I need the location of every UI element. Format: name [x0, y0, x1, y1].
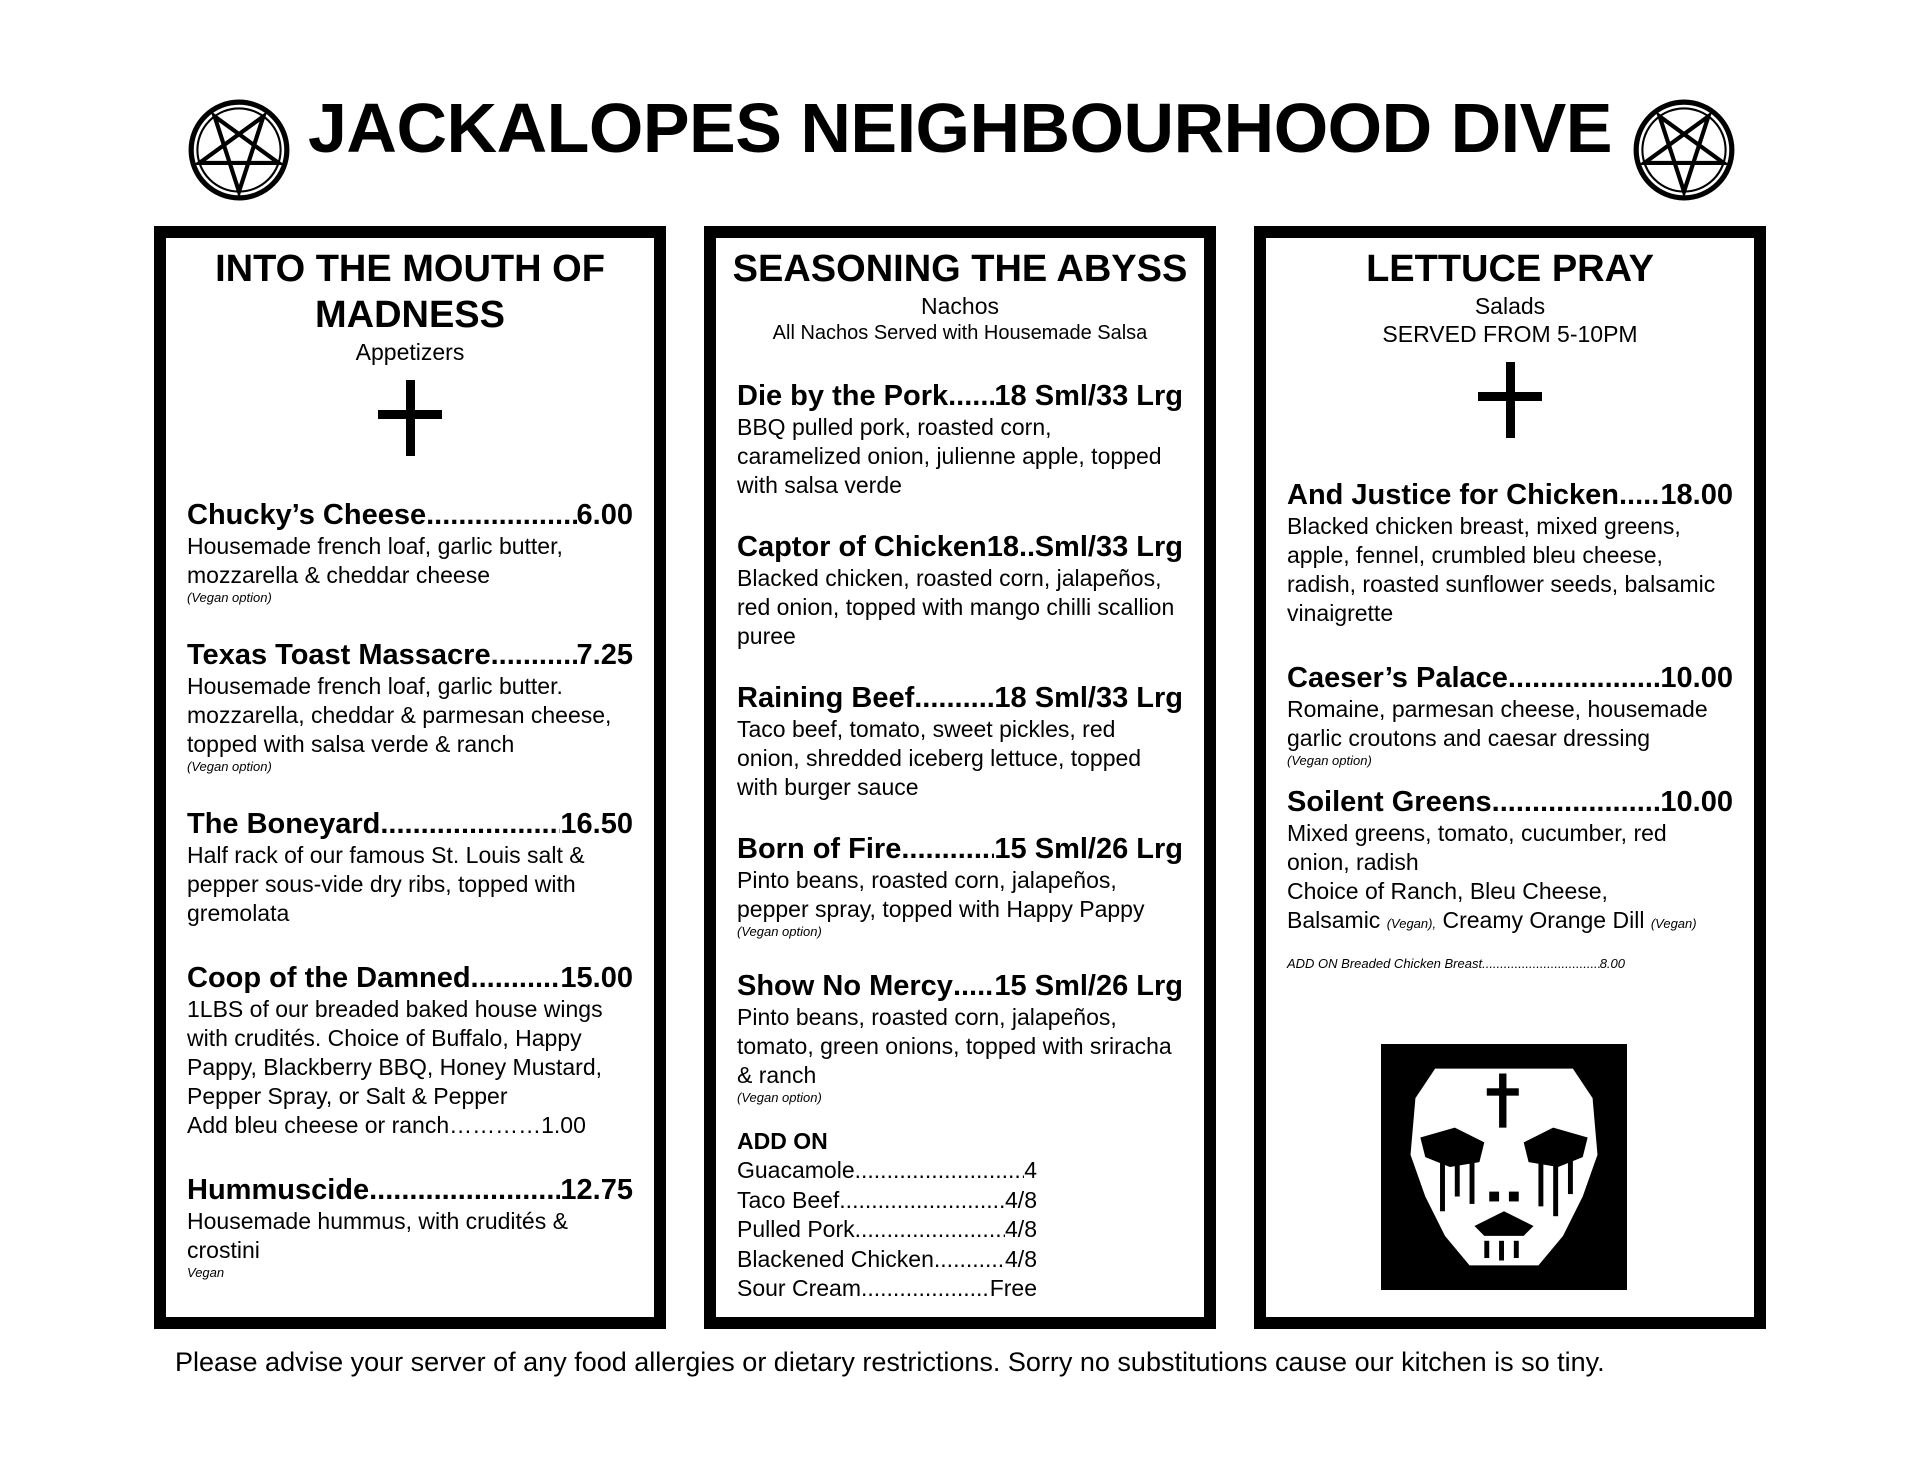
item-description-line: garlic croutons and caesar dressing	[1287, 725, 1651, 751]
item-description-line: Blacked chicken breast, mixed greens,	[1287, 513, 1681, 539]
vegan-tag: (Vegan)	[1650, 916, 1697, 931]
dot-leader	[1482, 956, 1600, 972]
menu-item	[1287, 478, 1733, 628]
vegan-note: (Vegan option)	[737, 1090, 822, 1105]
menu-section-0	[154, 226, 666, 1329]
section-heading: LETTUCE PRAY	[1366, 248, 1654, 290]
item-description-line: Pinto beans, roasted corn, jalapeños,	[737, 867, 1117, 893]
item-price: 4/8	[1005, 1245, 1037, 1272]
item-description-line: apple, fennel, crumbled bleu cheese,	[1287, 542, 1663, 568]
item-title	[187, 498, 633, 532]
pentagram-icon	[187, 98, 291, 202]
add-on-item	[737, 1215, 1037, 1245]
item-description-line: with salsa verde	[737, 472, 902, 498]
menu-item	[1287, 661, 1733, 768]
add-on-heading: ADD ON	[737, 1128, 828, 1154]
item-description-line	[1287, 906, 1733, 938]
item-price: 4	[1024, 1157, 1037, 1183]
item-description-line: gremolata	[187, 900, 290, 926]
dot-leader	[914, 681, 994, 715]
item-description-line: with crudités. Choice of Buffalo, Happy	[187, 1025, 582, 1051]
menu-item	[187, 498, 633, 605]
dot-leader	[380, 807, 560, 841]
add-on-item	[737, 1245, 1037, 1275]
menu-section-2	[1254, 226, 1766, 1329]
dot-leader	[1619, 478, 1660, 512]
item-description-line: Choice of Ranch, Bleu Cheese,	[1287, 878, 1608, 904]
item-description-line: Taco beef, tomato, sweet pickles, red	[737, 716, 1116, 742]
item-price: 10.00	[1660, 786, 1733, 818]
item-title	[737, 832, 1183, 866]
item-price: 15 Sml/26 Lrg	[994, 970, 1183, 1002]
add-on-chicken	[1287, 956, 1625, 972]
item-name: Raining Beef	[737, 682, 915, 714]
item-name: Guacamole	[737, 1157, 855, 1183]
item-description-line: Pinto beans, roasted corn, jalapeños,	[737, 1004, 1117, 1030]
item-description-line: Mixed greens, tomato, cucumber, red	[1287, 820, 1667, 846]
item-description-line: caramelized onion, julienne apple, topped	[737, 443, 1162, 469]
item-price: 15.00	[560, 962, 633, 994]
add-on-item	[737, 1186, 1037, 1216]
item-description-line: pepper sous-vide dry ribs, topped with	[187, 871, 576, 897]
item-price: 18.00	[1660, 479, 1733, 511]
item-price: 6.00	[576, 499, 633, 531]
item-price: 4/8	[1005, 1186, 1037, 1213]
menu-item	[737, 969, 1183, 1105]
section-subtitle: Nachos	[921, 293, 999, 319]
menu-item	[187, 1173, 633, 1280]
dot-leader	[855, 1215, 1005, 1245]
dot-leader	[861, 1274, 990, 1304]
dot-leader	[1508, 661, 1661, 695]
item-price: 18 Sml/33 Lrg	[994, 682, 1183, 714]
vegan-note: (Vegan option)	[187, 759, 272, 774]
section-subtitle: Appetizers	[355, 339, 465, 365]
menu-item	[187, 961, 633, 1140]
menu-item	[737, 530, 1183, 651]
section-subtitle: Salads	[1474, 293, 1546, 319]
item-name: And Justice for Chicken	[1287, 479, 1619, 511]
menu-items	[737, 379, 1183, 1105]
item-name: Soilent Greens	[1287, 786, 1492, 818]
item-title	[187, 807, 633, 841]
item-price: 8.00	[1599, 956, 1625, 971]
add-on-item	[737, 1274, 1037, 1304]
item-description-line: vinaigrette	[1287, 600, 1394, 626]
item-title	[737, 969, 1183, 1003]
vegan-note: (Vegan option)	[737, 924, 822, 939]
vegan-note: Vegan	[187, 1265, 225, 1280]
page-title: JACKALOPES NEIGHBOURHOOD DIVE	[308, 89, 1612, 167]
item-name: Show No Mercy	[737, 970, 953, 1002]
menu-item	[1287, 785, 1733, 938]
item-name: ADD ON Breaded Chicken Breast	[1287, 956, 1483, 971]
item-description-line: red onion, topped with mango chilli scallion	[737, 594, 1175, 620]
item-description-line: with burger sauce	[737, 774, 919, 800]
item-description-line: BBQ pulled pork, roasted corn,	[737, 414, 1052, 440]
item-description-line: puree	[737, 623, 796, 649]
item-description-line: tomato, green onions, topped with sriracha	[737, 1033, 1172, 1059]
dot-leader	[953, 969, 994, 1003]
item-description-line: topped with salsa verde & ranch	[187, 731, 515, 757]
item-description-line: mozzarella & cheddar cheese	[187, 562, 490, 588]
item-price: 16.50	[560, 808, 633, 840]
menu-item	[737, 681, 1183, 802]
item-title	[187, 961, 633, 995]
dot-leader	[369, 1173, 560, 1207]
dot-leader	[1019, 530, 1035, 564]
item-name: Texas Toast Massacre	[187, 639, 491, 671]
item-title	[737, 379, 1183, 413]
section-heading: MADNESS	[314, 294, 506, 336]
item-description-line: Pappy, Blackberry BBQ, Honey Mustard,	[187, 1054, 603, 1080]
section-note: All Nachos Served with Housemade Salsa	[772, 322, 1148, 344]
menu-item	[187, 638, 633, 774]
dot-leader	[839, 1186, 1005, 1216]
dot-leader	[934, 1245, 1005, 1275]
item-description-line: & ranch	[737, 1062, 817, 1088]
section-content	[166, 238, 654, 1280]
item-name: Pulled Pork	[737, 1216, 855, 1242]
item-description-line: crostini	[187, 1237, 260, 1263]
section-content	[1266, 238, 1754, 972]
item-description-line: Pepper Spray, or Salt & Pepper	[187, 1083, 508, 1109]
item-description-line: Blacked chicken, roasted corn, jalapeños,	[737, 565, 1162, 591]
item-description-line: mozzarella, cheddar & parmesan cheese,	[187, 702, 612, 728]
item-description-line: Romaine, parmesan cheese, housemade	[1287, 696, 1708, 722]
vegan-note: (Vegan option)	[1287, 753, 1372, 768]
menu-item	[737, 379, 1183, 500]
corpse-paint-face-icon	[1381, 1044, 1627, 1290]
item-description-line: Housemade french loaf, garlic butter,	[187, 533, 563, 559]
item-description-line: Housemade french loaf, garlic butter.	[187, 673, 563, 699]
cross-horizontal	[378, 410, 442, 419]
menu-items	[1287, 478, 1733, 938]
dot-leader	[901, 832, 994, 866]
pentagram-icon	[1632, 98, 1736, 202]
dot-leader	[1492, 785, 1661, 819]
item-name: The Boneyard	[187, 808, 381, 840]
item-price: 7.25	[576, 639, 633, 671]
inverted-cross-icon	[1470, 362, 1550, 438]
item-name: Taco Beef	[737, 1186, 840, 1213]
item-name: Sour Cream	[737, 1275, 861, 1301]
inverted-cross-icon	[370, 380, 450, 456]
menu-section-1	[704, 226, 1216, 1329]
item-description-line: onion, shredded iceberg lettuce, topped	[737, 745, 1142, 771]
item-title	[1287, 785, 1733, 819]
item-title	[187, 638, 633, 672]
item-price: 12.75	[560, 1174, 633, 1206]
item-description-line: Housemade hummus, with crudités &	[187, 1208, 568, 1234]
item-name: Coop of the Damned	[187, 962, 471, 994]
menu-item	[737, 832, 1183, 939]
item-description-line: Half rack of our famous St. Louis salt &	[187, 842, 585, 868]
item-name: Hummuscide	[187, 1174, 370, 1206]
item-description-line: onion, radish	[1287, 849, 1419, 875]
item-price: 15 Sml/26 Lrg	[994, 833, 1183, 865]
vegan-tag: (Vegan),	[1386, 916, 1437, 931]
item-name: Die by the Pork	[737, 380, 949, 412]
section-content	[716, 238, 1204, 1304]
item-price: 4/8	[1005, 1216, 1037, 1242]
item-price: Free	[989, 1275, 1037, 1301]
item-description-line: radish, roasted sunflower seeds, balsamic	[1287, 571, 1716, 597]
dot-leader	[426, 498, 576, 532]
item-name: Caeser’s Palace	[1287, 662, 1508, 694]
section-heading: SEASONING THE ABYSS	[732, 248, 1188, 290]
menu-item	[187, 807, 633, 928]
item-description-line: Add bleu cheese or ranch…………1.00	[187, 1112, 586, 1138]
add-on-list	[737, 1127, 1183, 1304]
section-subtitle: SERVED FROM 5-10PM	[1382, 321, 1638, 347]
item-title	[1287, 661, 1733, 695]
item-description-line: 1LBS of our breaded baked house wings	[187, 996, 603, 1022]
item-title	[187, 1173, 633, 1207]
section-heading: INTO THE MOUTH OF	[215, 248, 605, 290]
dot-leader	[491, 638, 577, 672]
cross-horizontal	[1478, 392, 1542, 401]
menu-items	[187, 498, 633, 1280]
allergy-notice: Please advise your server of any food allergies or dietary restrictions. Sorry no substitutions cause our kitchen is so tiny.	[175, 1347, 1605, 1377]
text-segment: Balsamic	[1287, 907, 1387, 933]
add-on-item	[737, 1156, 1037, 1186]
item-title	[737, 530, 1183, 564]
vegan-note: (Vegan option)	[187, 590, 272, 605]
item-title	[737, 681, 1183, 715]
item-title	[1287, 478, 1733, 512]
item-price: Sml/33 Lrg	[1034, 531, 1183, 563]
item-name: Chucky’s Cheese	[187, 499, 427, 531]
dot-leader	[948, 379, 994, 413]
item-name: Captor of Chicken18	[737, 531, 1019, 563]
item-price: 10.00	[1660, 662, 1733, 694]
dot-leader	[471, 961, 561, 995]
item-description-line: pepper spray, topped with Happy Pappy	[737, 896, 1145, 922]
item-price: 18 Sml/33 Lrg	[994, 380, 1183, 412]
item-name: Born of Fire	[737, 833, 902, 865]
dot-leader	[855, 1156, 1025, 1186]
item-name: Blackened Chicken	[737, 1245, 934, 1272]
text-segment: Creamy Orange Dill	[1436, 907, 1651, 933]
